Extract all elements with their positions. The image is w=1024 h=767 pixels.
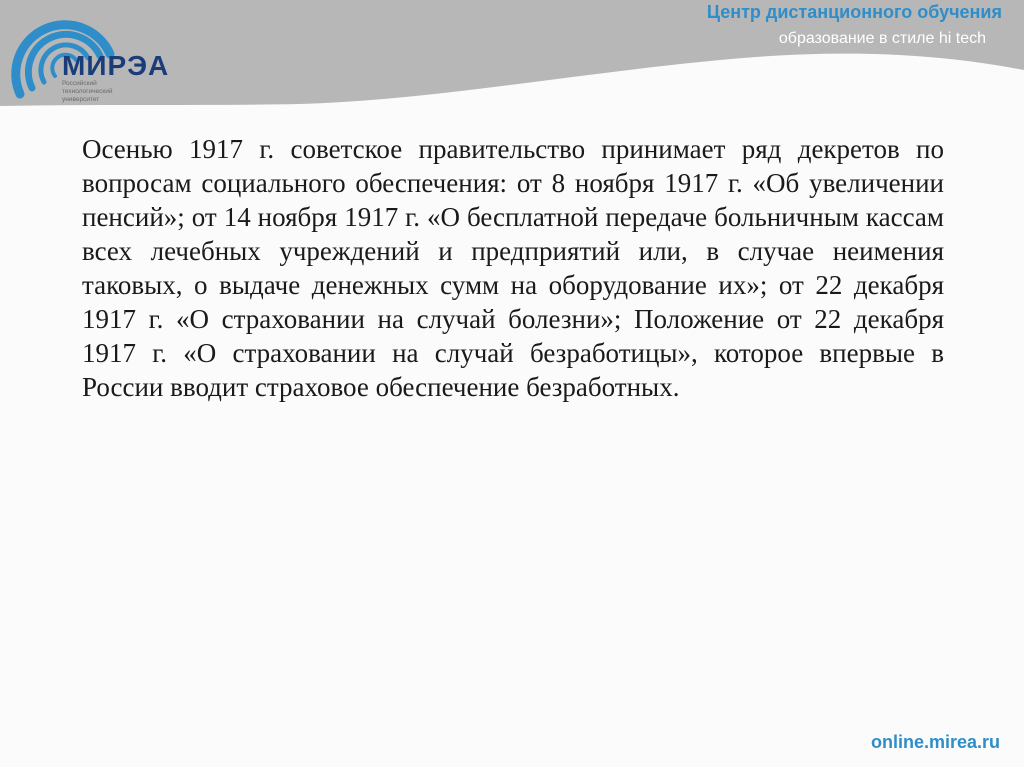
logo-tagline: Российский технологический университет: [62, 80, 113, 103]
footer-url[interactable]: online.mirea.ru: [870, 732, 1000, 752]
body-paragraph: Осенью 1917 г. советское правительство принимает ряд декретов по вопросам социального обеспечения: от 8 ноября 1917 г. «Об увеличении пенсий»; от 14 ноября 1917 г. «О бесплатной передаче больничным кассам всех лечебных учреждений и предприятий или, в случае неимения таковых, о выдаче денежных сумм на оборудование их»; от 22 декабря 1917 г. «О страховании на случай болезни»; Положение от 22 декабря 1917 г. «О страховании на случай безработицы», которое впервые в России вводит страховое обеспечение безработных.: [82, 134, 944, 402]
header-subtitle: образование в стиле hi tech: [778, 30, 986, 47]
header-title: Центр дистанционного обучения: [706, 2, 1002, 22]
logo-wordmark: МИРЭА: [62, 50, 170, 81]
logo: [6, 2, 181, 112]
